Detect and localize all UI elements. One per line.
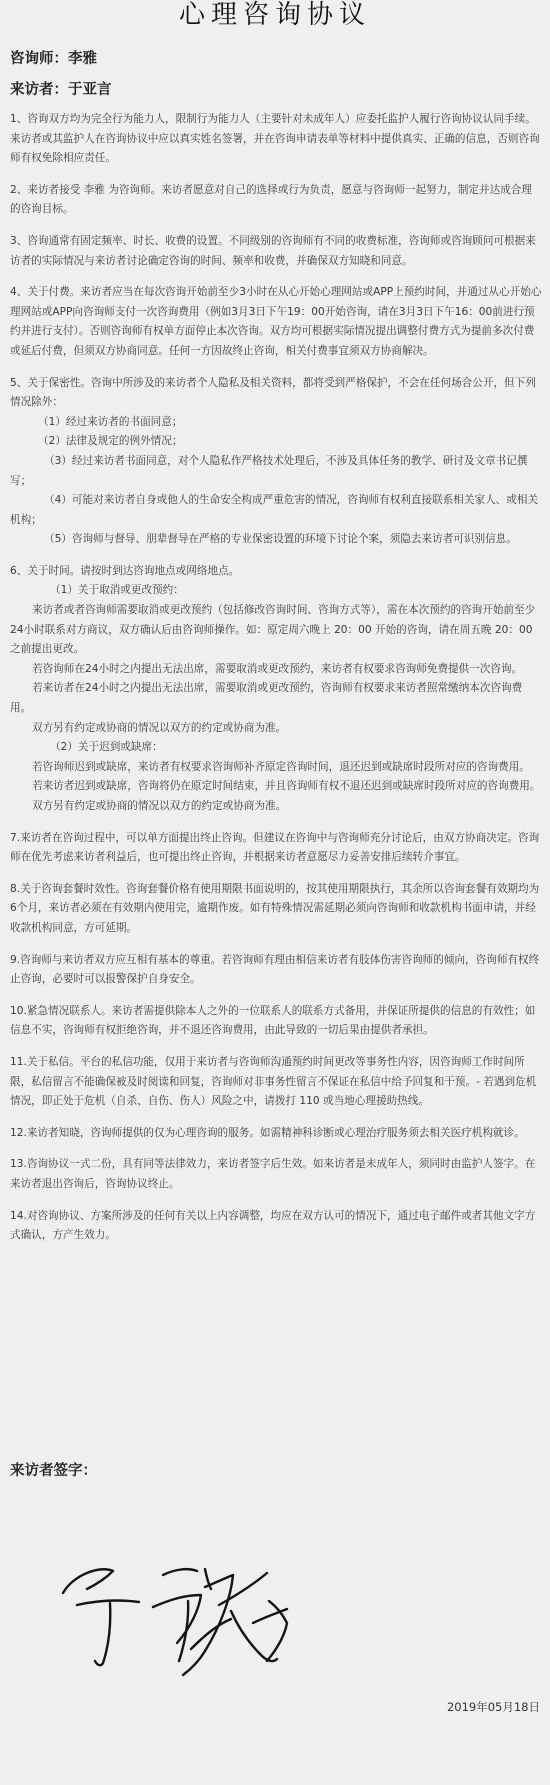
signing-date: 2019年05月18日 xyxy=(446,1700,540,1714)
signature-label: 来访者签字： xyxy=(10,1463,97,1479)
clause-8: 8.关于咨询套餐时效性。咨询套餐价格有使用期限书面说明的，按其使用期限执行，其余所以咨询套餐有效期均为6个月，来访者必须在有效期内使用完，逾期作废。如有特殊情况需延期必须向咨询师和收款机构书面申请，并经收款机构同意，方可延期。 xyxy=(10,882,540,934)
clause-6-2-heading: （2）关于迟到或缺席： xyxy=(50,741,163,754)
clause-5-item: （1）经过来访者的书面同意； xyxy=(38,415,183,428)
agreement-body xyxy=(10,110,542,1258)
clause-6-intro: 6、关于时间。请按时到达咨询地点或网络地点。 xyxy=(10,564,240,577)
clause-5-item: （4）可能对来访者自身或他人的生命安全构成严重危害的情况，咨询师有权利直接联系相关家人、或相关机构； xyxy=(10,494,539,526)
clause-6-2-para: 双方另有约定或协商的情况以双方的约定或协商为准。 xyxy=(32,800,287,812)
clause-6-1-heading: （1）关于取消或更改预约： xyxy=(50,584,184,597)
clause-6-2-para: 若来访者迟到或缺席，咨询将仍在原定时间结束，并且咨询师有权不退还迟到或缺席时段所对应的咨询费用。 xyxy=(32,780,541,793)
clause-9: 9.咨询师与来访者双方应互相有基本的尊重。若咨询师有理由相信来访者有肢体伤害咨询师的倾向，咨询师有权终止咨询，必要时可以报警保护自身安全。 xyxy=(10,953,540,986)
clause-5-item: （2）法律及规定的例外情况； xyxy=(38,435,183,448)
clause-6-1-para: 若咨询师在24小时之内提出无法出席，需要取消或更改预约，来访者有权要求咨询师免费提供一次咨询。 xyxy=(32,662,523,675)
clause-3: 3、咨询通常有固定频率、时长、收费的设置。不同级别的咨询师有不同的收费标准，咨询师或咨询顾问可根据来访者的实际情况与来访者讨论确定咨询的时间、频率和收费，并确保双方知晓和同意。 xyxy=(10,234,536,267)
clause-6-1-para: 来访者或者咨询师需要取消或更改预约（包括修改咨询时间、咨询方式等），需在本次预约的咨询开始前至少24小时联系对方商议，双方确认后由咨询师操作。如：原定周六晚上 20：00 开始的咨询，请在周五晚 20：00 之前提出更改。 xyxy=(10,604,536,656)
clause-5-item: （3）经过来访者书面同意，对个人隐私作严格技术处理后，不涉及具体任务的教学、研讨及文章书记撰写； xyxy=(10,454,528,487)
clause-6-1-para: 双方另有约定或协商的情况以双方的约定或协商为准。 xyxy=(32,721,287,734)
clause-7: 7.来访者在咨询过程中，可以单方面提出终止咨询。但建议在咨询中与咨询师充分讨论后，由双方协商决定。咨询师在优先考虑来访者利益后，也可提出终止咨询，并根据来访者意愿尽力妥善安排后续转介事宜。 xyxy=(10,831,540,864)
clause-14: 14.对咨询协议、方案所涉及的任何有关以上内容调整，均应在双方认可的情况下，通过电子邮件或者其他文字方式确认，方产生效力。 xyxy=(10,1209,536,1242)
page-title: 心理咨询协议 xyxy=(178,0,371,30)
clause-12: 12.来访者知晓，咨询师提供的仅为心理咨询的服务。如需精神科诊断或心理治疗服务须去相关医疗机构就诊。 xyxy=(10,1126,525,1139)
clause-6 xyxy=(10,562,542,817)
clause-6-2-para: 若咨询师迟到或缺席，来访者有权要求咨询师补齐原定咨询时间，退还迟到或缺席时段所对应的咨询费用。 xyxy=(32,760,530,773)
clause-11: 11.关于私信。平台的私信功能，仅用于来访者与咨询师沟通预约时间更改等事务性内容，因咨询师工作时间所限，私信留言不能确保被及时阅读和回复，咨询师对非事务性留言不保证在私信中给予回复和干预。- 若遇到危机情况，即正处于危机（自杀、自伤、伤人）风险之中，请拨打 110 或当地心理援助热线。 xyxy=(10,1055,537,1108)
clause-5-intro: 5、关于保密性。咨询中所涉及的来访者个人隐私及相关资料，都将受到严格保护，不会在任何场合公开，但下列情况除外： xyxy=(10,376,536,409)
clause-6-1-para: 若来访者在24小时之内提出无法出席，需要取消或更改预约，咨询师有权要求来访者照常缴纳本次咨询费用。 xyxy=(10,682,523,715)
client-line: 来访者：于亚言 xyxy=(10,82,112,98)
clause-5 xyxy=(10,374,542,550)
handwritten-signature xyxy=(55,1545,315,1690)
clause-1: 1、咨询双方均为完全行为能力人，限制行为能力人（主要针对未成年人）应委托监护人履行咨询协议认同手续。来访者或其监护人在咨询协议中应以真实姓名签署，并在咨询申请表单等材料中提供真实、正确的信息，否则咨询师有权免除相应责任。 xyxy=(10,113,540,165)
clause-10: 10.紧急情况联系人。来访者需提供除本人之外的一位联系人的联系方式备用，并保证所提供的信息的有效性；如信息不实，咨询师有权拒绝咨询，并不退还咨询费用，由此导致的一切后果由提供者承担。 xyxy=(10,1004,536,1037)
counselor-line: 咨询师：李雅 xyxy=(10,51,97,67)
clause-5-item: （5）咨询师与督导、朋辈督导在严格的专业保密设置的环境下讨论个案，须隐去来访者可识别信息。 xyxy=(44,533,517,546)
clause-13: 13.咨询协议一式二份，具有同等法律效力，来访者签字后生效。如来访者是未成年人，须同时由监护人签字。在来访者退出咨询后，咨询协议终止。 xyxy=(10,1158,536,1190)
clause-2: 2、来访者接受 李雅 为咨询师。来访者愿意对自己的选择或行为负责，愿意与咨询师一起努力，制定并达成合理的咨询目标。 xyxy=(10,183,532,216)
clause-4: 4、关于付费。来访者应当在每次咨询开始前至少3小时在从心开始心理网站或APP上预约时间，并通过从心开始心理网站或APP向咨询师支付一次咨询费用（例如3月3日下午19：00开始咨询，请在3月3日下午16：00前进行预约并进行支付）。否则咨询师有权单方面停止本次咨询。双方均可根据实际情况提出调整付费方式为提前多次付费或延后付费，但须双方协商同意。任何一方因故终止咨询，相关付费事宜须双方协商解决。 xyxy=(10,286,542,357)
